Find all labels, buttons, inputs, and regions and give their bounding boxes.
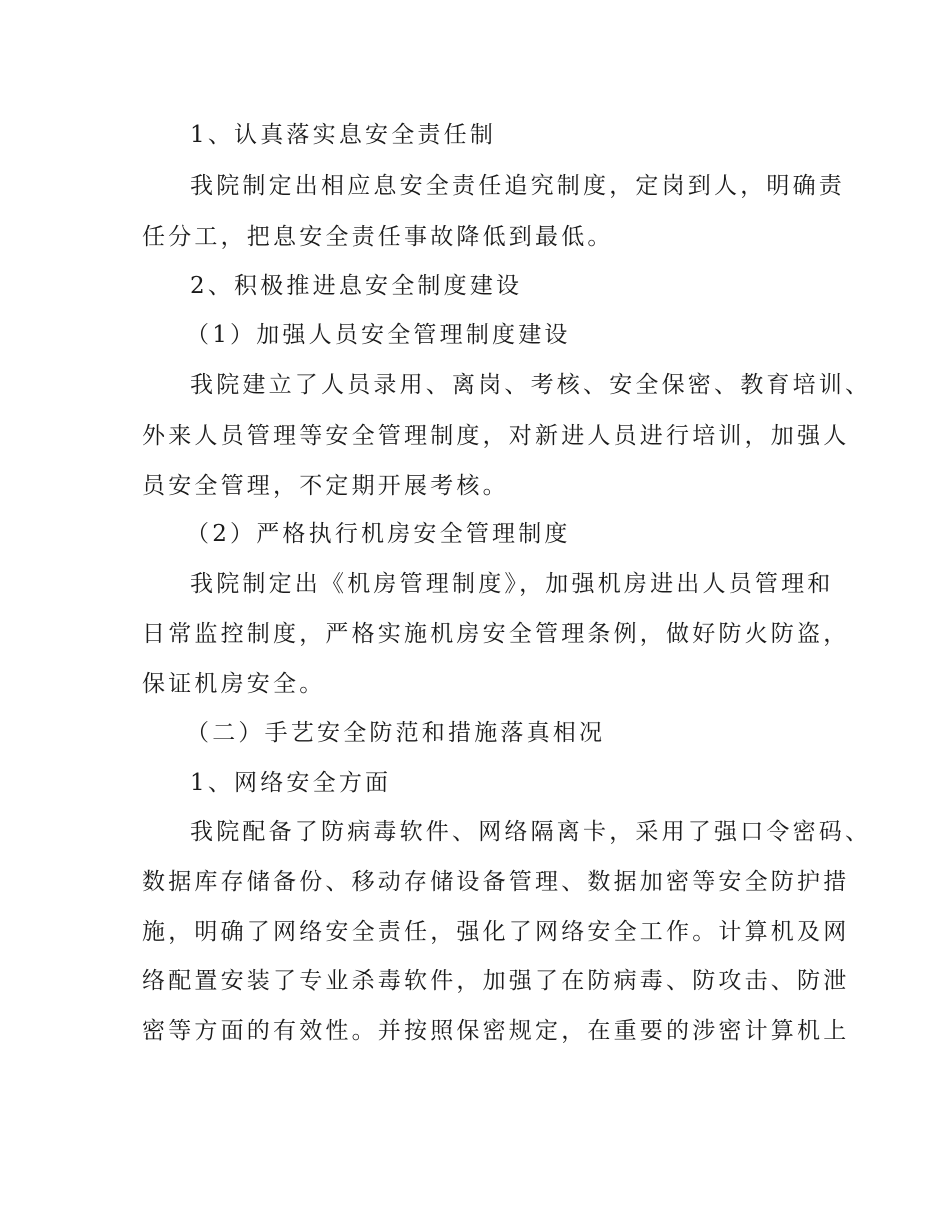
heading-network-security: 1、网络安全方面 [190, 770, 392, 796]
subheading-server-room-management: （2）严格执行机房安全管理制度 [186, 521, 571, 547]
paragraph-line: 络配置安装了专业杀毒软件，加强了在防病毒、防攻击、防泄 [142, 968, 850, 994]
paragraph-line: 密等方面的有效性。并按照保密规定，在重要的涉密计算机上 [142, 1018, 850, 1044]
paragraph-line: 外来人员管理等安全管理制度，对新进人员进行培训，加强人 [142, 423, 850, 449]
paragraph-line: 我院建立了人员录用、离岗、考核、安全保密、教育培训、 [190, 372, 872, 398]
paragraph-line: 我院制定出相应息安全责任追究制度，定岗到人，明确责 [190, 173, 845, 199]
paragraph-line: 数据库存储备份、移动存储设备管理、数据加密等安全防护措 [142, 869, 850, 895]
heading-responsibility-system: 1、认真落实息安全责任制 [190, 122, 497, 148]
paragraph-line: 员安全管理，不定期开展考核。 [142, 473, 509, 499]
paragraph-line: 我院配备了防病毒软件、网络隔离卡，采用了强口令密码、 [190, 819, 872, 845]
paragraph-line: 施，明确了网络安全责任，强化了网络安全工作。计算机及网 [142, 919, 850, 945]
section-heading-technical-measures: （二）手艺安全防范和措施落真相况 [186, 720, 606, 746]
paragraph-line: 日常监控制度，严格实施机房安全管理条例，做好防火防盗， [142, 621, 850, 647]
paragraph-line: 保证机房安全。 [142, 671, 326, 697]
heading-system-construction: 2、积极推进息安全制度建设 [190, 273, 523, 299]
paragraph-line: 我院制定出《机房管理制度》，加强机房进出人员管理和 [190, 571, 834, 597]
paragraph-line: 任分工，把息安全责任事故降低到最低。 [142, 224, 614, 250]
subheading-personnel-management: （1）加强人员安全管理制度建设 [186, 322, 571, 348]
